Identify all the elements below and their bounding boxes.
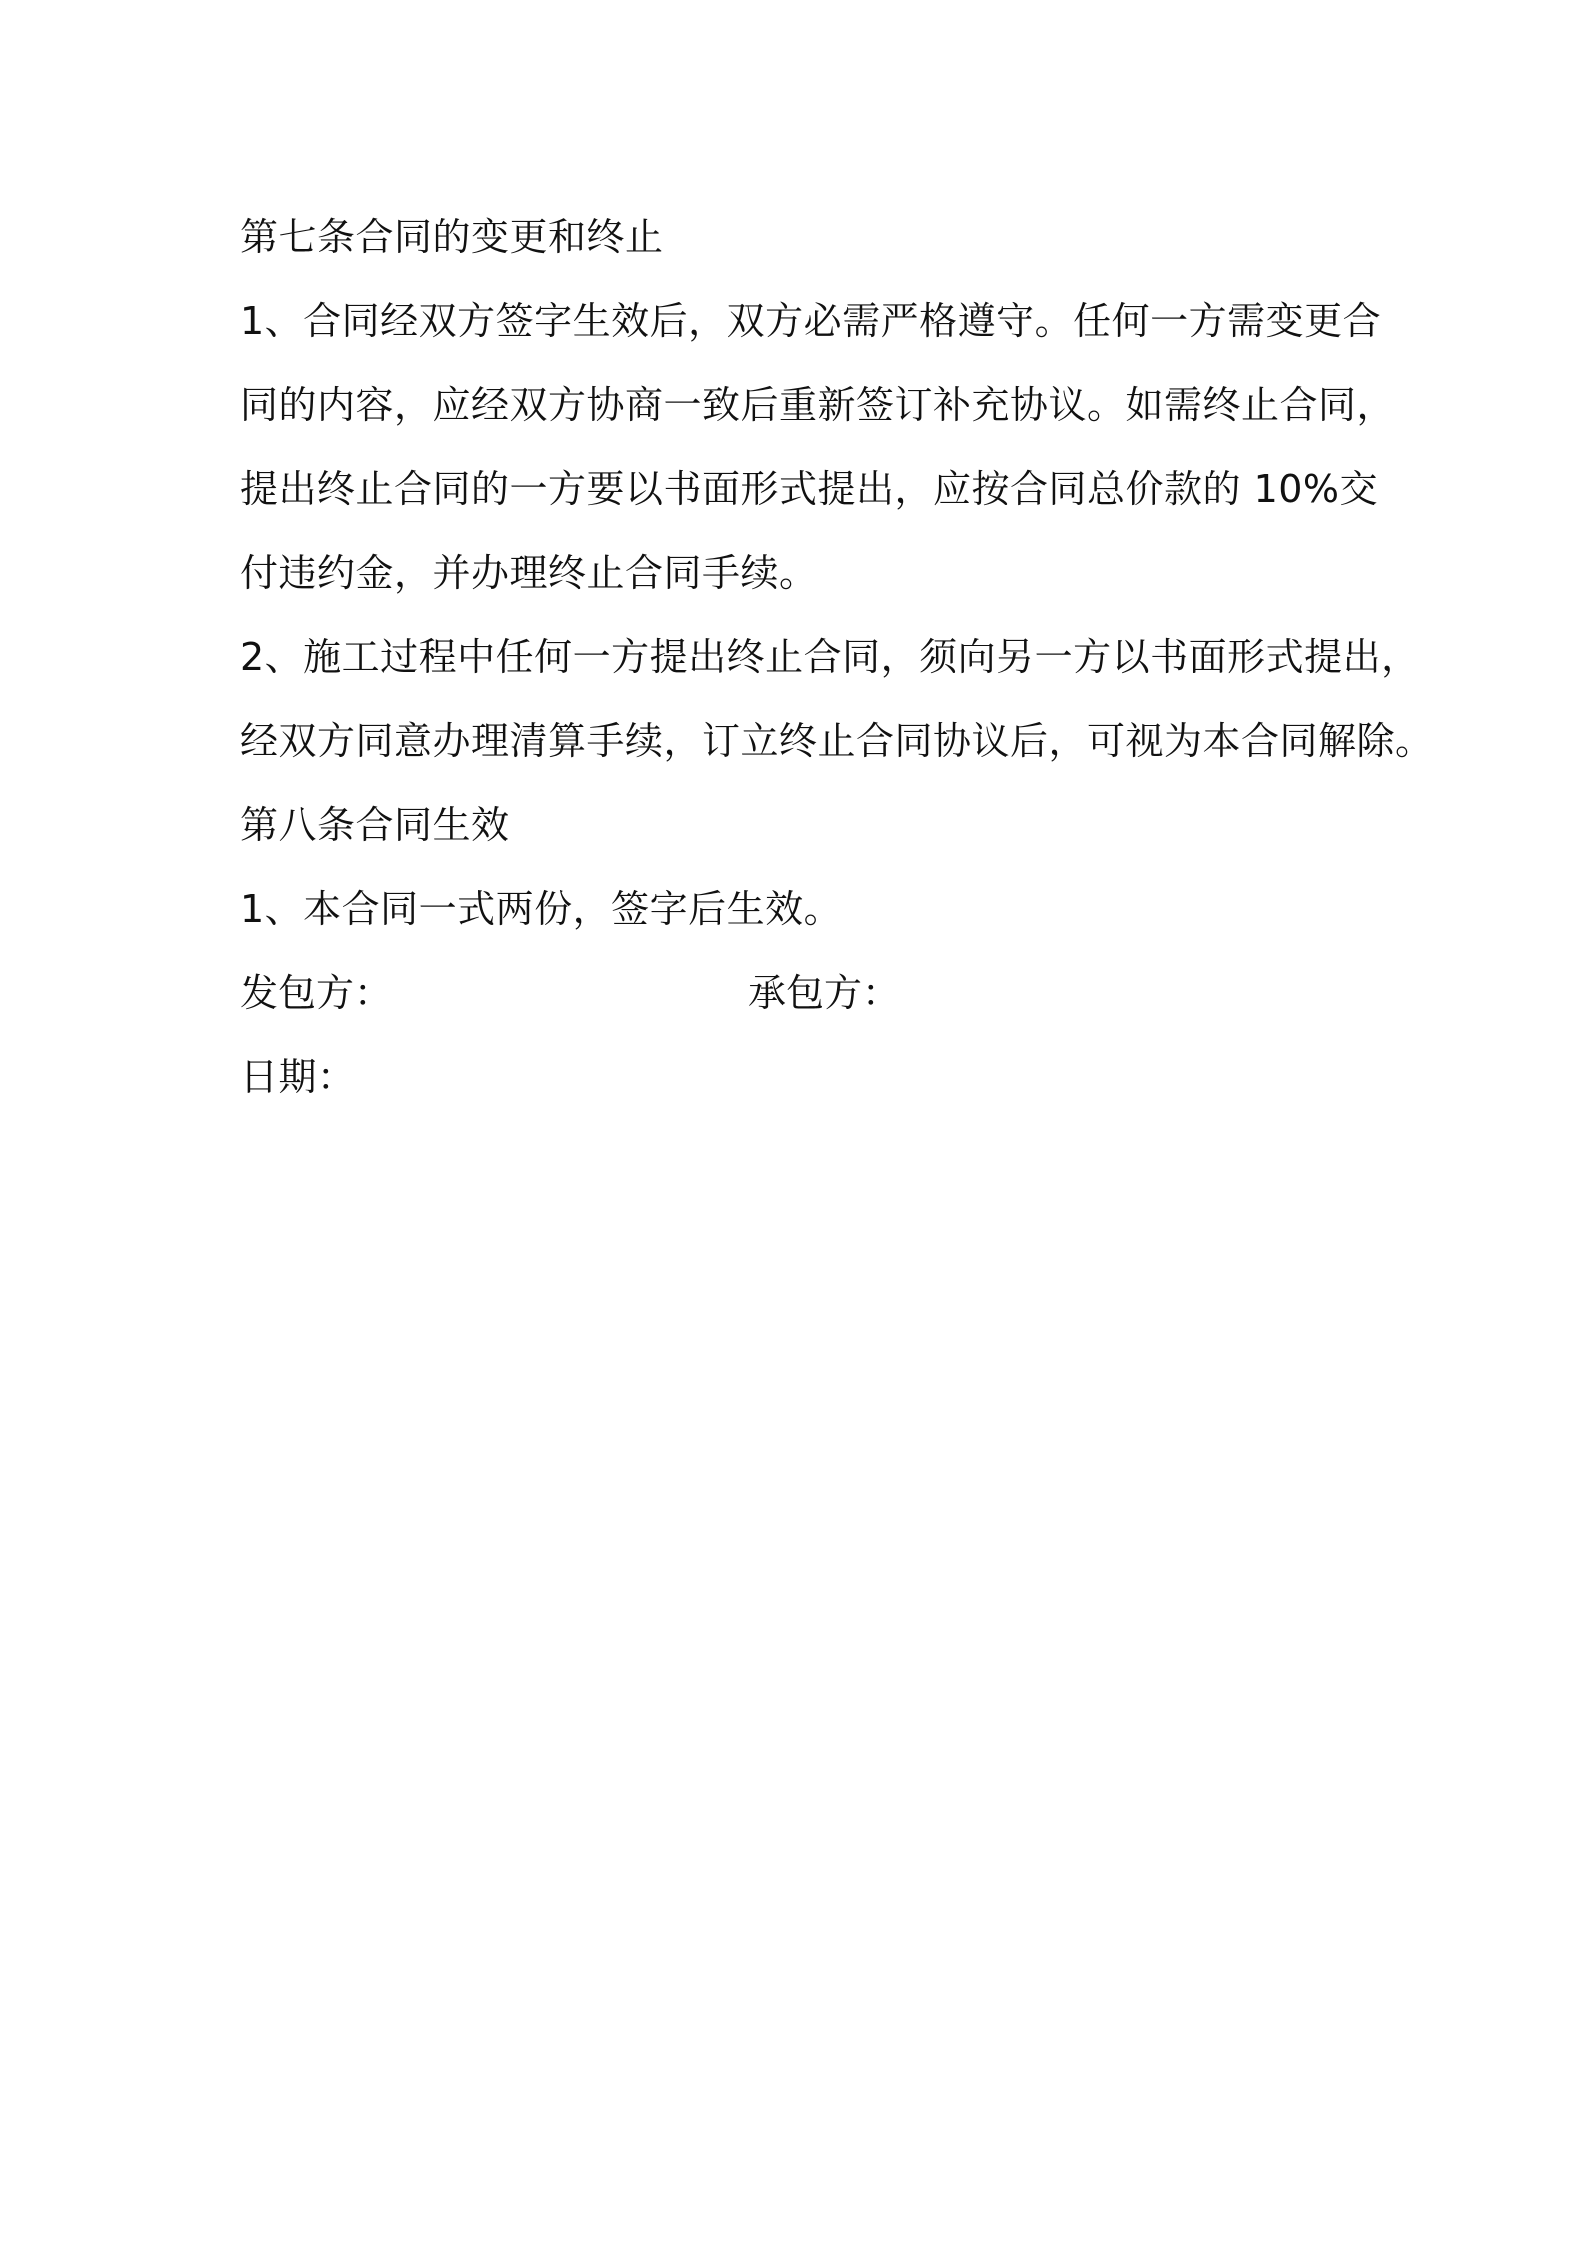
section-7-heading: 第七条合同的变更和终止: [240, 215, 664, 259]
clause-line: 2、施工过程中任何一方提出终止合同，须向另一方以书面形式提出，: [240, 635, 1420, 679]
clause-line: 付违约金，并办理终止合同手续。: [240, 551, 818, 595]
signature-row: [240, 951, 1390, 1035]
date-label: 日期：: [240, 1055, 356, 1099]
section-7-clause-1: [240, 279, 1396, 615]
clause-line: 同的内容，应经双方协商一致后重新签订补充协议。如需终止合同，: [240, 383, 1396, 427]
clause-line: 经双方同意办理清算手续，订立终止合同协议后，可视为本合同解除。: [240, 719, 1434, 763]
contractor-label: 承包方：: [748, 971, 901, 1015]
employer-label: 发包方：: [240, 971, 393, 1015]
section-8-heading: 第八条合同生效: [240, 803, 510, 847]
clause-line: 1、合同经双方签字生效后，双方必需严格遵守。任何一方需变更合: [240, 299, 1382, 343]
section-7-clause-2: [240, 615, 1434, 783]
document-body: [240, 195, 1434, 1119]
clause-line: 提出终止合同的一方要以书面形式提出，应按合同总价款的 10%交: [240, 467, 1379, 511]
section-8-clause-1: 1、本合同一式两份，签字后生效。: [240, 887, 843, 931]
